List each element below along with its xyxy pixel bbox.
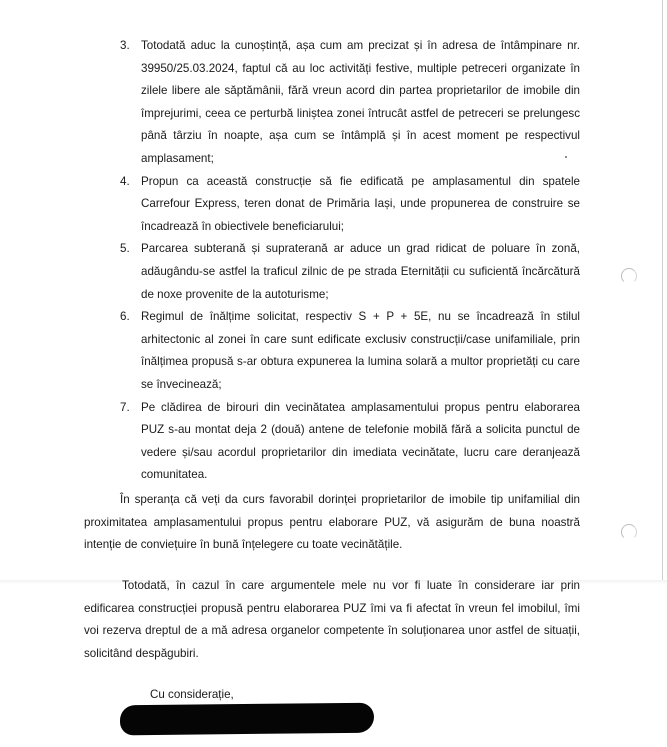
redacted-signature xyxy=(120,703,374,736)
closing-salutation: Cu considerație, xyxy=(150,688,234,701)
list-item-text: Pe clădirea de birouri din vecinătatea amplasamentului propus pentru elaborarea PUZ s-au montat deja 2 (două) antene de telefonie mobilă fără a solicita punctul de vedere și/sau acordul proprietarilor din imediata vecinătate, lucru care deranjează comunitatea. xyxy=(141,400,580,482)
list-item-number: 7. xyxy=(120,400,130,414)
list-item xyxy=(120,171,580,239)
list-item xyxy=(120,306,580,396)
objections-list xyxy=(120,35,580,487)
list-item-text: Propun ca această construcție să fie edificată pe amplasamentul din spatele Carrefour Express, teren donat de Primăria Iași, unde propunerea de construire se încadrează în obiectivele beneficiarului; xyxy=(141,174,580,233)
list-item-text: Totodată aduc la cunoștință, așa cum am precizat și în adresa de întâmpinare nr. 39950/25.03.2024, faptul că au loc activități festive, multiple petreceri organizate în zilele libere ale săptămânii, fără vreun acord din partea proprietarilor de imobile din împrejurimi, ceea ce perturbă liniștea zonei întrucât astfel de petreceri se prelungesc până târziu în noapte, așa cum se întâmplă și în acest moment pe respectivul amplasament; xyxy=(141,39,580,165)
list-item-text: Regimul de înălțime solicitat, respectiv S + P + 5E, nu se încadrează în stilul arhitectonic al zonei în care sunt edificate exclusiv construcții/case unifamiliale, prin înălțimea propusă s-ar obtura expunerea la lumina solară a multor proprietăți cu care se învecinează; xyxy=(141,310,580,391)
list-item xyxy=(120,397,580,487)
list-item xyxy=(120,238,580,306)
page-edge xyxy=(662,0,663,580)
punch-hole-mark xyxy=(621,268,637,284)
punch-hole-mark xyxy=(621,524,637,540)
hope-paragraph: În speranța că veți da curs favorabil dorinței proprietarilor de imobile tip unifamilial din proximitatea amplasamentului propus pentru elaborare PUZ, vă asigurăm de buna noastră intenție de conviețuire în bună înțelegere cu toate vecinătățile. xyxy=(84,493,580,552)
list-item-text: Parcarea subterană și supraterană ar aduce un grad ridicat de poluare în zonă, adăugându-se astfel la traficul zilnic de pe strada Eternității cu suficientă încărcătură de noxe provenite de la autoturisme; xyxy=(141,242,580,301)
list-item xyxy=(120,35,580,171)
list-item-number: 4. xyxy=(120,174,130,188)
list-item-number: 3. xyxy=(120,39,130,52)
rights-paragraph: Totodată, în cazul în care argumentele mele nu vor fi luate în considerare iar prin edificarea construcției propusă pentru elaborarea PUZ îmi va fi afectat în vreun fel imobilul, îmi voi rezerva dreptul de a mă adresa organelor competente în soluționarea unor astfel de situații, solicitând despăgubiri. xyxy=(84,579,580,660)
list-item-number: 5. xyxy=(120,242,130,256)
list-item-number: 6. xyxy=(120,310,130,324)
